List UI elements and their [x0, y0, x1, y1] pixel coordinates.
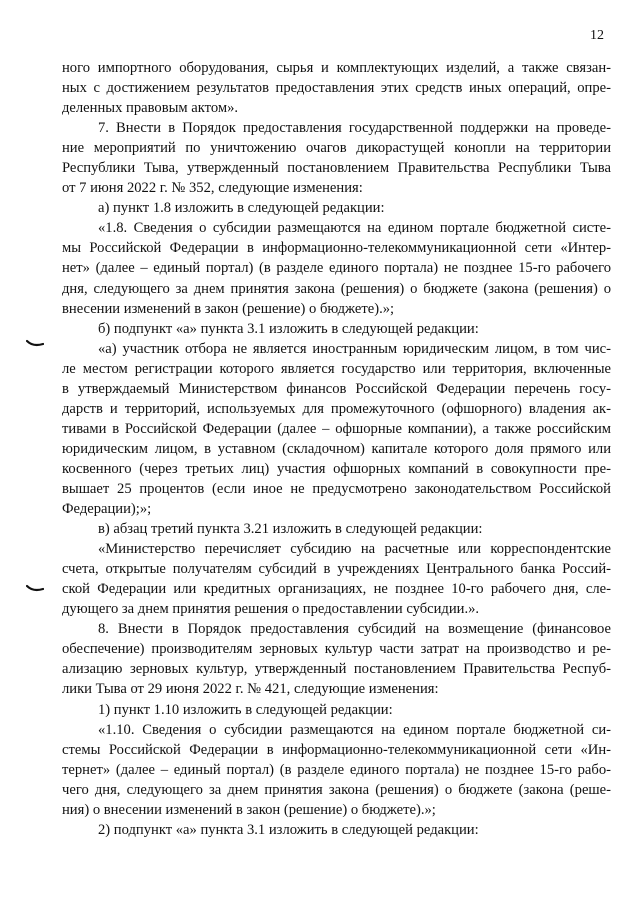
text-line: тивами в Российской Федерации (далее – офшорные компании), а также российским [62, 420, 611, 437]
text-line: мы Российской Федерации в информационно-телекоммуникационной сети «Интер- [62, 240, 611, 257]
text-line: лики Тыва от 29 июня 2022 г. № 421, следующие изменения: [62, 681, 439, 698]
text-line: ской Федерации или кредитных организациях, не позднее 10-го рабочего дня, сле- [62, 581, 611, 598]
text-line: Федерации);»; [62, 501, 152, 518]
text-line: «а) участник отбора не является иностранным юридическим лицом, в том чис- [98, 340, 611, 357]
text-line: счета, открытые получателям субсидий в учреждениях Центрального банка Россий- [62, 561, 611, 578]
text-line: стемы Российской Федерации в информационно-телекоммуникационной сети «Ин- [62, 741, 611, 758]
text-line: обеспечение) производителям зерновых культур части затрат на производство и ре- [62, 641, 611, 658]
text-line: б) подпункт «а» пункта 3.1 изложить в следующей редакции: [98, 320, 479, 337]
margin-mark-top [26, 338, 44, 348]
text-line: в) абзац третий пункта 3.21 изложить в следующей редакции: [98, 521, 483, 538]
text-line: нет» (далее – единый портал) (в разделе единого портала) не позднее 15-го рабочего [62, 260, 611, 277]
text-line: деленных правовым актом». [62, 100, 239, 117]
text-line: юридическим лицом, в уставном (складочном) капитале которого доля прямого или [62, 440, 611, 457]
text-line: «1.10. Сведения о субсидии размещаются на едином портале бюджетной си- [98, 721, 611, 738]
text-line: тернет» (далее – единый портал) (в разделе единого портала) не позднее 15-го рабо- [62, 761, 611, 778]
text-line: дарств и территорий, используемых для промежуточного (офшорного) владения ак- [62, 400, 611, 417]
text-line: а) пункт 1.8 изложить в следующей редакции: [98, 200, 385, 217]
text-line: в утверждаемый Министерством финансов Российской Федерации перечень госу- [62, 380, 611, 397]
text-line: 7. Внести в Порядок предоставления государственной поддержки на проведе- [98, 120, 611, 137]
text-line: ния) о внесении изменений в закон (решение) о бюджете).»; [62, 801, 436, 818]
text-line: Республики Тыва, утвержденный постановлением Правительства Республики Тыва [62, 160, 611, 177]
text-line: вышает 25 процентов (если иное не предусмотрено законодательством Российской [62, 480, 611, 497]
text-line: внесении изменений в закон (решение) о бюджете).»; [62, 300, 395, 317]
text-line: ного импортного оборудования, сырья и комплектующих изделий, а также связан- [62, 60, 611, 76]
text-line: ле местом регистрации которого является государство или территория, включенные [62, 360, 611, 377]
text-line: 8. Внести в Порядок предоставления субсидий на возмещение (финансовое [98, 621, 611, 638]
text-line: 1) пункт 1.10 изложить в следующей редакции: [98, 701, 393, 718]
text-line: от 7 июня 2022 г. № 352, следующие изменения: [62, 180, 363, 197]
page-number: 12 [590, 28, 604, 43]
text-line: ализацию зерновых культур, утвержденный постановлением Правительства Респуб- [62, 661, 611, 678]
text-line: ных с достижением результатов предоставления этих средств иных операций, опре- [62, 80, 611, 97]
document-body [62, 58, 611, 840]
text-line: «Министерство перечисляет субсидию на расчетные или корреспондентские [98, 541, 611, 558]
margin-mark-bottom [26, 583, 44, 593]
text-line: косвенного (через третьих лиц) участия офшорных компаний в совокупности пре- [62, 460, 611, 477]
text-line: чего дня, следующего за днем принятия закона (решения) о бюджете (закона (реше- [62, 781, 611, 798]
text-line: «1.8. Сведения о субсидии размещаются на едином портале бюджетной систе- [98, 220, 611, 237]
text-line: ние мероприятий по уничтожению очагов дикорастущей конопли на территории [62, 140, 611, 157]
text-line: дующего за днем принятия решения о предоставлении субсидии.». [62, 601, 480, 618]
text-line: дня, следующего за днем принятия закона (решения) о бюджете (закона (решения) о [62, 280, 611, 297]
text-line: 2) подпункт «а» пункта 3.1 изложить в следующей редакции: [98, 821, 479, 838]
